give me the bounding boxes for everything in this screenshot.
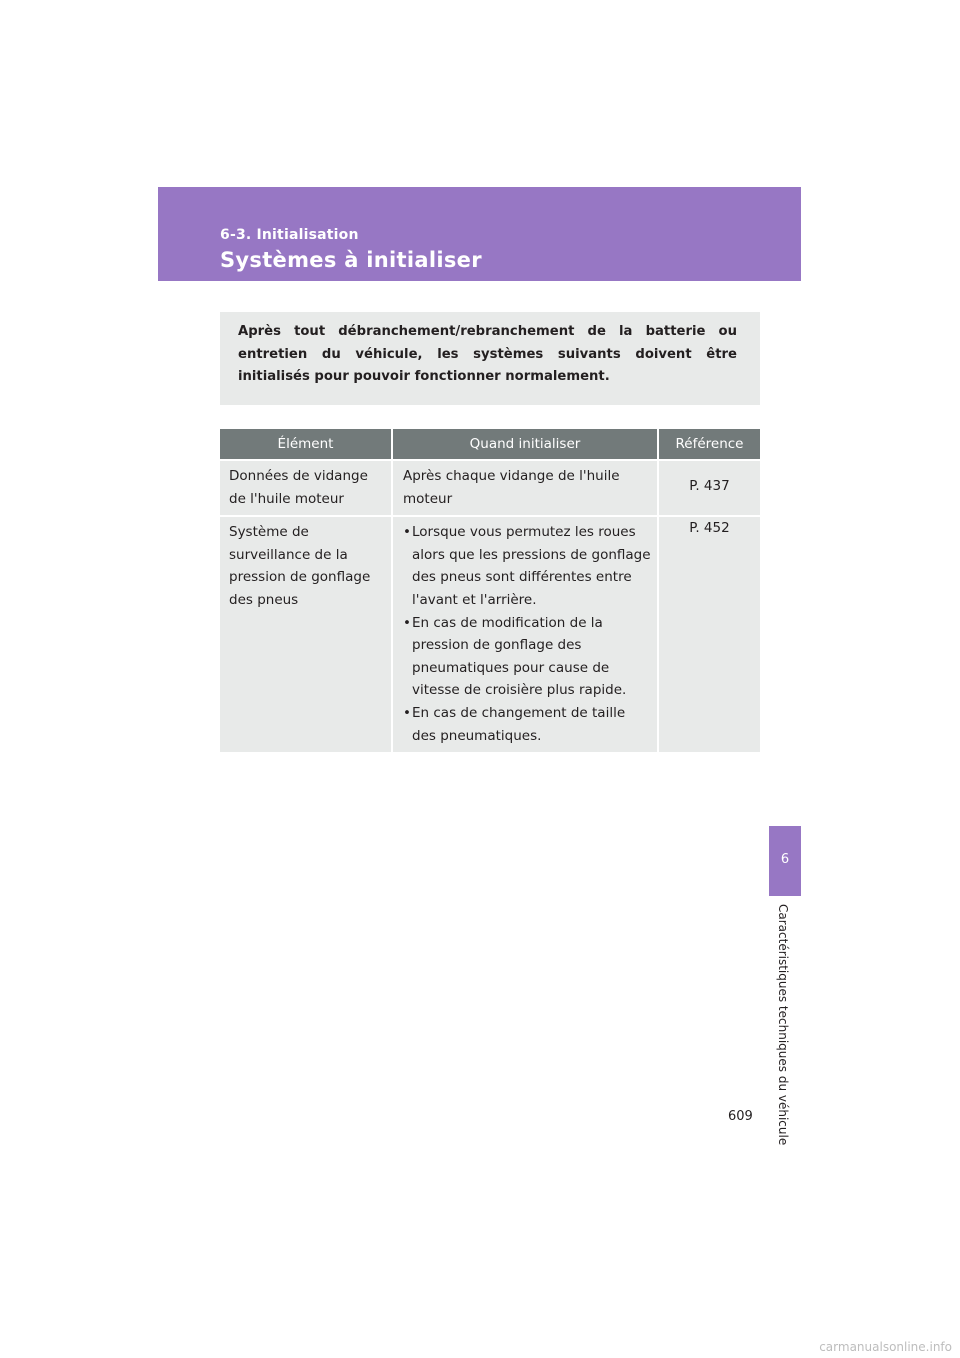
list-item: • En cas de modification de la pression de gonflage des pneumatiques pour cause de vitesse de croisière plus rapide. <box>403 612 653 702</box>
table-header-row <box>220 429 760 460</box>
row-reference: P. 437 <box>658 460 760 516</box>
condition-list <box>403 521 653 747</box>
chapter-tab <box>769 826 801 896</box>
initialization-table <box>220 429 760 752</box>
section-label: 6-3. Initialisation <box>220 227 359 243</box>
chapter-header <box>158 187 801 281</box>
intro-box <box>220 312 760 405</box>
list-item: • Lorsque vous permutez les roues alors que les pressions de gonflage des pneus sont différentes entre l'avant et l'arrière. <box>403 521 653 611</box>
header-reference: Référence <box>658 429 760 460</box>
chapter-number: 6 <box>780 852 790 867</box>
row-reference: P. 452 <box>658 516 760 752</box>
row-element: Système de surveillance de la pression de gonflage des pneus <box>220 516 392 752</box>
page-number: 609 <box>728 1109 753 1124</box>
page-title: Systèmes à initialiser <box>220 248 482 272</box>
watermark-text: carmanualsonline.info <box>819 1340 952 1354</box>
row-element: Données de vidange de l'huile moteur <box>220 460 392 516</box>
list-item: • En cas de changement de taille des pneumatiques. <box>403 702 653 747</box>
chapter-label-vertical <box>772 904 796 1144</box>
row-when: Après chaque vidange de l'huile moteur <box>392 460 658 516</box>
table-row <box>220 516 760 752</box>
row-when <box>392 516 658 752</box>
intro-text: Après tout débranchement/rebranchement de la batterie ou entretien du véhicule, les systèmes suivants doivent être initialisés pour pouvoir fonctionner normalement. <box>238 324 737 384</box>
table-row <box>220 460 760 516</box>
header-when: Quand initialiser <box>392 429 658 460</box>
header-element: Élément <box>220 429 392 460</box>
chapter-label: Caractéristiques techniques du véhicule <box>776 904 790 1146</box>
